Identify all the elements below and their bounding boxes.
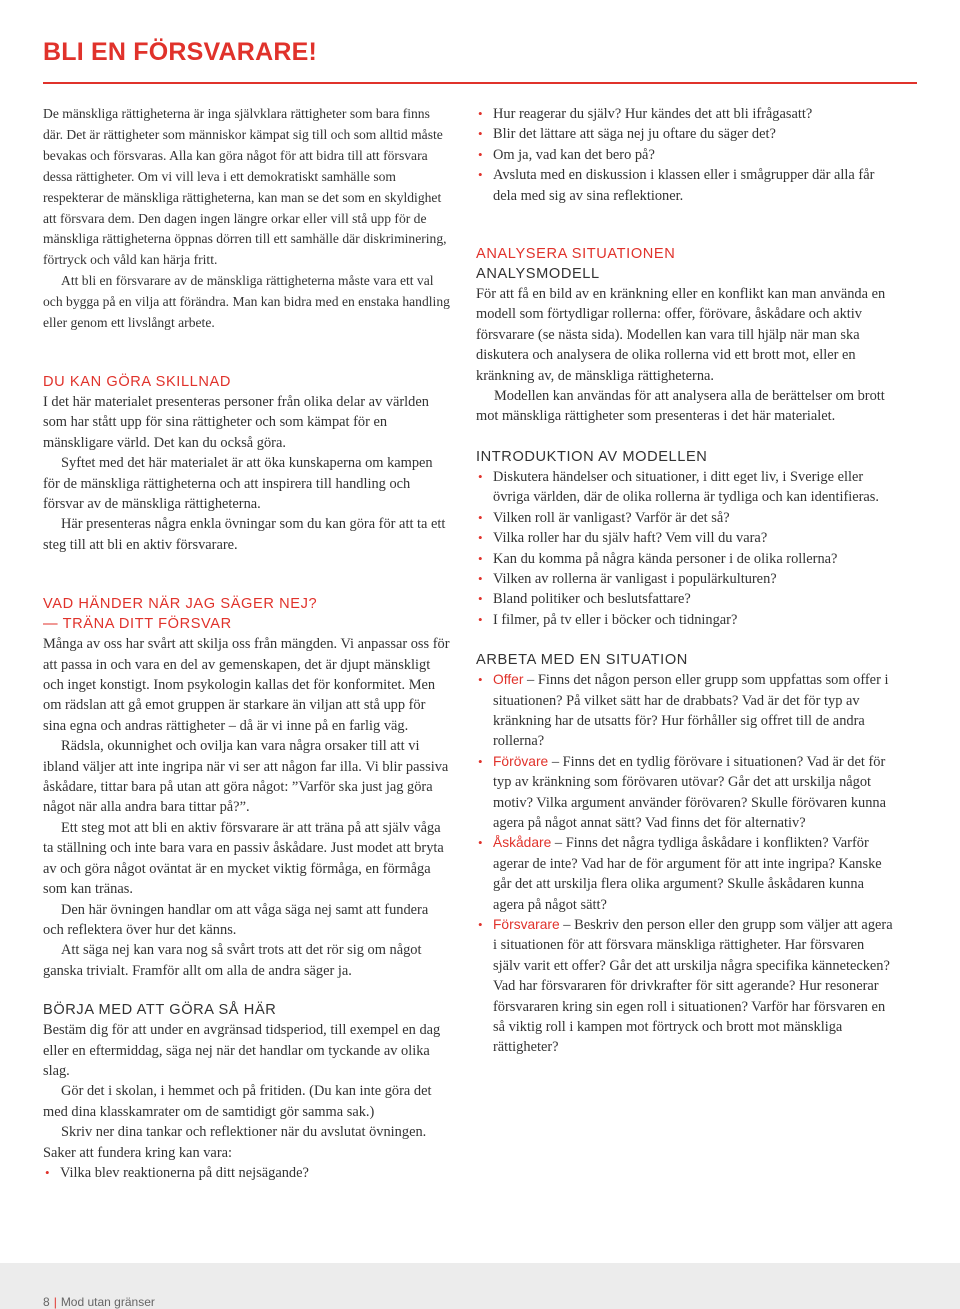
right-column bbox=[476, 104, 894, 1058]
role-item bbox=[476, 833, 894, 915]
role-label: Försvarare bbox=[493, 917, 560, 932]
role-list bbox=[476, 670, 894, 1058]
bullet-list bbox=[476, 467, 894, 630]
body-paragraph: Bestäm dig för att under en avgränsad tidsperiod, till exempel en dag eller en eftermiddag, säga nej när det handlar om tyckande av olika slag. bbox=[43, 1022, 441, 1079]
role-text: – Finns det någon person eller grupp som uppfattas som offer i situationen? På vilket sätt har de drabbats? Vad är det för typ av kränkning har de utsatts för? Hur förhåller sig offret till de andra rollerna? bbox=[493, 672, 889, 750]
body-paragraph: Syftet med det här materialet är att öka kunskaperna om kampen för de mänskliga rättigheterna och att inspirera till handling och försvar av de mänskliga rättigheterna. bbox=[43, 455, 433, 512]
list-item: • Vilka roller har du själv haft? Vem vill du vara? bbox=[476, 528, 894, 548]
role-text: – Finns det en tydlig förövare i situationen? Vad är det för typ av kränkning som förövaren utövar? Går det att urskilja något motiv? Vilka argument använder förövaren? Skulle förövaren kunna agera på något annat sätt? Vad finns det för alternativ? bbox=[493, 753, 887, 831]
list-item: • Bland politiker och beslutsfattare? bbox=[476, 589, 894, 609]
role-label: Åskådare bbox=[493, 835, 552, 851]
body-paragraph: Här presenteras några enkla övningar som du kan göra för att ta ett steg till att bli en aktiv försvarare. bbox=[43, 516, 446, 553]
analysera-section bbox=[476, 244, 894, 427]
list-item: • Blir det lättare att säga nej ju oftare du säger det? bbox=[476, 124, 894, 144]
borja-section bbox=[43, 1000, 451, 1183]
introduktion-section bbox=[476, 447, 894, 630]
body-paragraph: Skriv ner dina tankar och reflektioner när du avslutat övningen. Saker att fundera kring kan vara: bbox=[43, 1124, 427, 1161]
bullet-list bbox=[476, 104, 894, 206]
section-subheading: ANALYSMODELL bbox=[476, 266, 600, 283]
list-item: • Avsluta med en diskussion i klassen eller i smågrupper där alla får dela med sig av sina reflektioner. bbox=[476, 165, 894, 206]
page-footer bbox=[0, 1263, 960, 1309]
list-item: • Om ja, vad kan det bero på? bbox=[476, 145, 894, 165]
left-column bbox=[43, 104, 451, 1183]
body-paragraph: Gör det i skolan, i hemmet och på fritiden. (Du kan inte göra det med dina klasskamrater om de samtidigt gör samma sak.) bbox=[43, 1083, 432, 1120]
role-text: – Beskriv den person eller den grupp som väljer att agera i situationen för att försvara mänskliga rättigheter. Har försvaren själv varit ett offer? Går det att urskilja några specifika kännetecken? Vad har försvararen för drivkrafter för sitt agerande? Hur resonerar försvararen kring sin egen roll i situationen? Varför har försvaren en så viktig roll i kampen mot förtryck och brott mot mänskliga rättigheter? bbox=[493, 917, 893, 1056]
nej-section bbox=[43, 594, 451, 981]
intro-paragraph: De mänskliga rättigheterna är inga självklara rättigheter som bara finns där. Det är rättigheter som människor kämpat sig till och som alltid måste bevakas och försvaras. Alla kan göra något för att bidra till att försvara dessa rättigheter. Om vi vill leva i ett demokratiskt samhälle som respekterar de mänskliga rättigheterna, kan man se det som en skyldighet att försvara dem. Den dagen ingen längre orkar eller vill stå upp för de mänskliga rättigheterna öppnas dörren till ett samhälle där diskriminering, förtryck och våld kan härja fritt. bbox=[43, 106, 447, 268]
body-paragraph: Den här övningen handlar om att våga säga nej samt att fundera och reflektera över hur det känns. bbox=[43, 901, 429, 938]
section-heading: ANALYSERA SITUATIONEN bbox=[476, 246, 676, 263]
footer-separator: | bbox=[53, 1295, 57, 1309]
list-item: • Diskutera händelser och situationer, i ditt eget liv, i Sverige eller övriga världen, där de olika rollerna är tydliga och kan identifieras. bbox=[476, 467, 894, 508]
section-heading: INTRODUKTION AV MODELLEN bbox=[476, 448, 708, 465]
body-paragraph: För att få en bild av en kränkning eller en konflikt kan man använda en modell som förtydligar rollerna: offer, förövare, åskådare och aktiv försvarare (se nästa sida). Modellen kan vara till hjälp när man ska diskutera och analysera de olika rollerna vid ett brott mot, eller en kränkning av, de mänskliga rättigheterna. bbox=[476, 286, 886, 384]
body-paragraph: Rädsla, okunnighet och ovilja kan vara några orsaker till att vi ibland väljer att inte ingripa när vi ser att någon far illa. Vi blir passiva åskådare, tittar bara på utan att göra något: ”Varför ska just jag göra något när alla andra bara tittar på?”. bbox=[43, 738, 449, 816]
list-item: • Hur reagerar du själv? Hur kändes det att bli ifrågasatt? bbox=[476, 104, 894, 124]
arbeta-section bbox=[476, 650, 894, 1058]
intro-section bbox=[43, 104, 451, 334]
publication-name: Mod utan gränser bbox=[60, 1295, 155, 1309]
title-rule bbox=[43, 82, 917, 84]
list-item: • I filmer, på tv eller i böcker och tidningar? bbox=[476, 610, 894, 630]
list-item: • Vilken roll är vanligast? Varför är det så? bbox=[476, 508, 894, 528]
section-heading: VAD HÄNDER NÄR JAG SÄGER NEJ? bbox=[43, 596, 318, 613]
role-label: Offer bbox=[493, 672, 524, 688]
footer-text bbox=[43, 1295, 155, 1309]
body-paragraph: I det här materialet presenteras personer från olika delar av världen som har stått upp för sina rättigheter och som kämpat för en mänskligare värld. Det kan du också göra. bbox=[43, 393, 429, 451]
page-title: BLI EN FÖRSVARARE! bbox=[43, 38, 317, 66]
body-paragraph: Modellen kan användas för att analysera alla de berättelser om brott mot mänskliga rättigheter som presenteras i det här materialet. bbox=[476, 388, 885, 425]
section-heading: BÖRJA MED ATT GÖRA SÅ HÄR bbox=[43, 1002, 277, 1019]
skillnad-section bbox=[43, 372, 451, 555]
intro-paragraph: Att bli en försvarare av de mänskliga rättigheterna måste vara ett val och bygga på en vilja att förändra. Man kan bidra med en enstaka handling eller genom ett livslångt arbete. bbox=[43, 273, 450, 331]
list-item: • Vilka blev reaktionerna på ditt nejsägande? bbox=[43, 1163, 451, 1183]
role-item bbox=[476, 915, 894, 1058]
body-paragraph: Många av oss har svårt att skilja oss från mängden. Vi anpassar oss för att passa in och vara en del av gemenskapen, det är djupt mänskligt och inget konstigt. Inom psykologin kallas det för konformitet. Men om rädslan att gå emot gruppen är starkare än viljan att stå upp för sina egna och andras rättigheter – då är vi inne på en farlig väg. bbox=[43, 636, 450, 734]
section-heading: DU KAN GÖRA SKILLNAD bbox=[43, 373, 231, 390]
list-item: • Vilken av rollerna är vanligast i populärkulturen? bbox=[476, 569, 894, 589]
bullet-list bbox=[43, 1163, 451, 1183]
page-number: 8 bbox=[43, 1295, 50, 1309]
role-item bbox=[476, 670, 894, 752]
role-label: Förövare bbox=[493, 753, 549, 769]
body-paragraph: Ett steg mot att bli en aktiv försvarare är att träna på att själv våga ta ställning och inte bara vara en passiv åskådare. Just modet att bryta av och göra något oväntat är en mycket viktig förmåga, en förmåga som kan tränas. bbox=[43, 819, 444, 898]
list-item: • Kan du komma på några kända personer i de olika rollerna? bbox=[476, 549, 894, 569]
section-subheading: — TRÄNA DITT FÖRSVAR bbox=[43, 616, 232, 633]
section-heading: ARBETA MED EN SITUATION bbox=[476, 652, 688, 669]
role-item bbox=[476, 752, 894, 834]
role-text: – Finns det några tydliga åskådare i konflikten? Varför agerar de inte? Vad har de för argument för att inte ingripa? Kanske går det att urskilja flera olika argument? Skulle åskådaren kunna agera på något sätt? bbox=[493, 835, 882, 913]
body-paragraph: Att säga nej kan vara nog så svårt trots att det rör sig om något ganska trivialt. Framför allt om alla de andra säger ja. bbox=[43, 942, 422, 979]
